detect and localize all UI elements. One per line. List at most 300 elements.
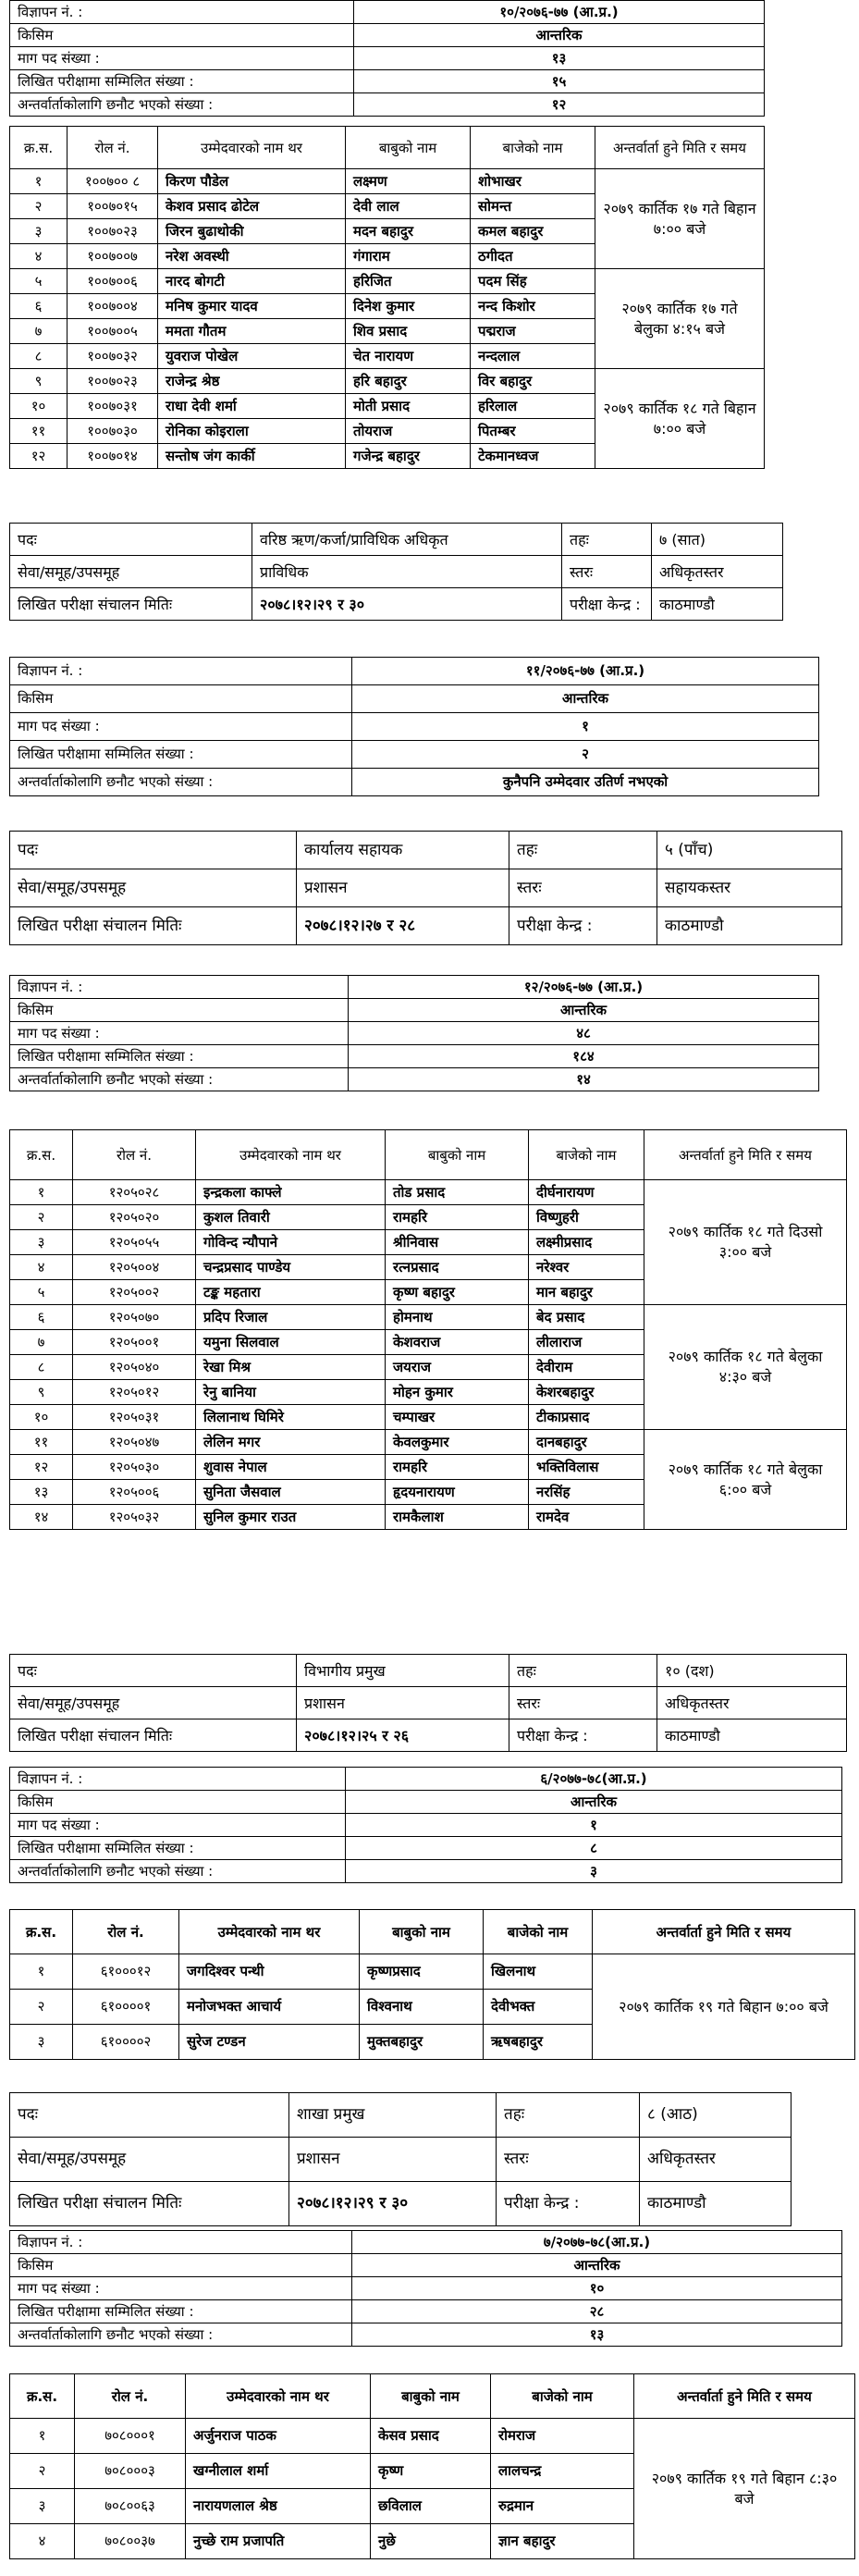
candidate-name-cell: रेखा मिश्र	[196, 1355, 386, 1380]
roll-cell: १२०५००६	[73, 1480, 196, 1505]
post-details-table	[9, 1654, 847, 1752]
demand-label: माग पद संख्या :	[10, 47, 354, 70]
sn-cell: ८	[10, 344, 67, 369]
roll-header: रोल नं.	[73, 1910, 179, 1954]
candidate-name-cell: सन्तोष जंग कार्की	[158, 444, 346, 469]
candidate-name-cell: राजेन्द्र श्रेष्ठ	[158, 369, 346, 394]
grandfather-name-cell: दानबहादुर	[529, 1430, 644, 1455]
grandfather-name-cell: टीकाप्रसाद	[529, 1405, 644, 1430]
exam-center-label: परीक्षा केन्द्र :	[509, 907, 657, 945]
father-name-cell: कृष्ण	[371, 2454, 491, 2489]
exam-center-label: परीक्षा केन्द्र :	[562, 588, 652, 621]
sn-cell: ८	[10, 1355, 73, 1380]
shortlisted-value: १३	[352, 2323, 842, 2347]
written-value: ८	[346, 1837, 842, 1860]
candidate-name-cell: चन्द्रप्रसाद पाण्डेय	[196, 1255, 386, 1280]
grandfather-name-cell: देवीराम	[529, 1355, 644, 1380]
sn-cell: १	[10, 1954, 73, 1990]
post-details-table	[9, 2092, 792, 2226]
class-label: स्तरः	[509, 1687, 657, 1719]
roll-cell: ७०८०००१	[75, 2419, 186, 2454]
post-value: विभागीय प्रमुख	[297, 1655, 509, 1687]
ad-info-table	[9, 0, 765, 117]
father-name-cell: चम्पाखर	[386, 1405, 529, 1430]
grandfather-name-cell: खिलनाथ	[484, 1954, 593, 1990]
sn-cell: ३	[10, 2025, 73, 2060]
candidate-name-cell: सुनिल कुमार राउत	[196, 1505, 386, 1530]
ad-no-row	[10, 976, 819, 999]
roll-cell: १००७००४	[67, 294, 158, 319]
grandfather-name-cell: रुद्रमान	[491, 2489, 634, 2524]
sn-header: क्र.स.	[10, 127, 67, 169]
candidate-name-cell: लेलिन मगर	[196, 1430, 386, 1455]
grandfather-name-cell: मान बहादुर	[529, 1280, 644, 1305]
roll-cell: १००७०१४	[67, 444, 158, 469]
grandfather-name-cell: टेकमानध्वज	[471, 444, 595, 469]
shortlisted-value: १४	[349, 1068, 819, 1091]
exam-row	[10, 2182, 792, 2226]
candidate-name-cell: केशव प्रसाद ढोटेल	[158, 194, 346, 219]
level-label: तहः	[509, 832, 657, 869]
grandfather-header: बाजेको नाम	[491, 2374, 634, 2419]
demand-value: १०	[352, 2277, 842, 2300]
candidate-header-row	[10, 2374, 855, 2419]
post-row	[10, 832, 842, 869]
type-label: किसिम	[10, 1791, 346, 1814]
ad-no-value: १०/२०७६-७७ (आ.प्र.)	[354, 1, 765, 24]
roll-cell: १००७००५	[67, 319, 158, 344]
ad-no-label: विज्ञापन नं. :	[10, 976, 349, 999]
candidate-name-cell: सुनिता जैसवाल	[196, 1480, 386, 1505]
candidate-name-cell: नारायणलाल श्रेष्ठ	[186, 2489, 371, 2524]
father-name-cell: नुछे	[371, 2524, 491, 2559]
sn-cell: १३	[10, 1480, 73, 1505]
post-row	[10, 2093, 792, 2138]
interview-header: अन्तर्वार्ता हुने मिति र समय	[593, 1910, 855, 1954]
class-label: स्तरः	[562, 556, 652, 588]
type-value: आन्तरिक	[352, 685, 819, 713]
exam-row	[10, 907, 842, 945]
sn-cell: १२	[10, 444, 67, 469]
post-label: पदः	[10, 524, 252, 556]
roll-header: रोल नं.	[67, 127, 158, 169]
exam-date-value: २०७८।१२।२९ र ३०	[289, 2182, 497, 2226]
service-value: प्रशासन	[297, 1687, 509, 1719]
type-row	[10, 1791, 842, 1814]
candidate-name-cell: युवराज पोखेल	[158, 344, 346, 369]
candidate-name-cell: रोनिका कोइराला	[158, 419, 346, 444]
roll-cell: १००७०३२	[67, 344, 158, 369]
written-row	[10, 70, 765, 93]
shortlisted-row	[10, 2323, 842, 2347]
exam-date-value: २०७८।१२।२५ र २६	[297, 1719, 509, 1752]
interview-slot-cell: २०७९ कार्तिक १९ गते बिहान ८:३० बजे	[634, 2419, 855, 2559]
class-label: स्तरः	[497, 2138, 640, 2182]
candidate-name-cell: ममता गौतम	[158, 319, 346, 344]
ad-no-row	[10, 2231, 842, 2254]
father-name-cell: मोहन कुमार	[386, 1380, 529, 1405]
demand-value: १	[352, 713, 819, 741]
candidate-header-row	[10, 1910, 855, 1954]
type-value: आन्तरिक	[346, 1791, 842, 1814]
shortlisted-value: ३	[346, 1860, 842, 1883]
roll-cell: १२०५०२०	[73, 1205, 196, 1230]
father-name-cell: होमनाथ	[386, 1305, 529, 1330]
father-name-cell: रामकैलाश	[386, 1505, 529, 1530]
level-label: तहः	[497, 2093, 640, 2138]
written-label: लिखित परीक्षामा सम्मिलित संख्या :	[10, 1045, 349, 1068]
interview-slot-cell: २०७९ कार्तिक १९ गते बिहान ७:०० बजे	[593, 1954, 855, 2060]
roll-cell: ७०८००६३	[75, 2489, 186, 2524]
type-label: किसिम	[10, 2254, 352, 2277]
interview-header: अन्तर्वार्ता हुने मिति र समय	[644, 1130, 847, 1180]
father-header: बाबुको नाम	[346, 127, 471, 169]
sn-header: क्र.स.	[10, 1130, 73, 1180]
candidate-name-cell: गोविन्द न्यौपाने	[196, 1230, 386, 1255]
sn-cell: ९	[10, 369, 67, 394]
sn-cell: ४	[10, 1255, 73, 1280]
class-value: अधिकृतस्तर	[640, 2138, 792, 2182]
post-details-table	[9, 523, 783, 621]
roll-cell: १२०५०४०	[73, 1355, 196, 1380]
name-header: उम्मेदवारको नाम थर	[179, 1910, 360, 1954]
grandfather-name-cell: सोमन्त	[471, 194, 595, 219]
name-header: उम्मेदवारको नाम थर	[186, 2374, 371, 2419]
ad-no-value: १२/२०७६-७७ (आ.प्र.)	[349, 976, 819, 999]
post-label: पदः	[10, 832, 297, 869]
demand-label: माग पद संख्या :	[10, 2277, 352, 2300]
table-row	[10, 1430, 847, 1455]
candidate-name-cell: लिलानाथ घिमिरे	[196, 1405, 386, 1430]
roll-cell: ६१००००२	[73, 2025, 179, 2060]
interview-header: अन्तर्वार्ता हुने मिति र समय	[634, 2374, 855, 2419]
father-name-cell: केसव प्रसाद	[371, 2419, 491, 2454]
roll-cell: १००७०० ८	[67, 169, 158, 194]
father-name-cell: शिव प्रसाद	[346, 319, 471, 344]
father-name-cell: मदन बहादुर	[346, 219, 471, 244]
roll-cell: १२०५०१२	[73, 1380, 196, 1405]
candidate-name-cell: किरण पौडेल	[158, 169, 346, 194]
candidate-table	[9, 2373, 855, 2559]
shortlisted-row	[10, 1068, 819, 1091]
grandfather-name-cell: हरिलाल	[471, 394, 595, 419]
sn-cell: ७	[10, 1330, 73, 1355]
service-value: प्राविधिक	[252, 556, 562, 588]
sn-cell: २	[10, 1990, 73, 2025]
shortlisted-row	[10, 93, 765, 117]
demand-value: १	[346, 1814, 842, 1837]
ad-no-label: विज्ञापन नं. :	[10, 1768, 346, 1791]
service-label: सेवा/समूह/उपसमूह	[10, 869, 297, 907]
grandfather-header: बाजेको नाम	[471, 127, 595, 169]
shortlisted-label: अन्तर्वार्ताकोलागि छनौट भएको संख्या :	[10, 1860, 346, 1883]
sn-cell: ४	[10, 244, 67, 269]
service-value: प्रशासन	[289, 2138, 497, 2182]
roll-cell: १००७०२३	[67, 219, 158, 244]
type-row	[10, 685, 819, 713]
father-name-cell: श्रीनिवास	[386, 1230, 529, 1255]
grandfather-name-cell: देवीभक्त	[484, 1990, 593, 2025]
roll-cell: १२०५०४७	[73, 1430, 196, 1455]
ad-info-table	[9, 657, 819, 796]
sn-cell: १	[10, 169, 67, 194]
service-row	[10, 556, 783, 588]
roll-cell: १२०५००१	[73, 1330, 196, 1355]
candidate-name-cell: जगदिश्वर पन्थी	[179, 1954, 360, 1990]
candidate-table	[9, 1909, 855, 2060]
ad-no-value: ११/२०७६-७७ (आ.प्र.)	[352, 658, 819, 685]
shortlisted-label: अन्तर्वार्ताकोलागि छनौट भएको संख्या :	[10, 93, 354, 117]
sn-cell: ११	[10, 419, 67, 444]
ad-info-table	[9, 2230, 842, 2347]
grandfather-name-cell: बेद प्रसाद	[529, 1305, 644, 1330]
service-label: सेवा/समूह/उपसमूह	[10, 556, 252, 588]
grandfather-name-cell: केशरबहादुर	[529, 1380, 644, 1405]
written-label: लिखित परीक्षामा सम्मिलित संख्या :	[10, 70, 354, 93]
father-name-cell: दिनेश कुमार	[346, 294, 471, 319]
demand-row	[10, 47, 765, 70]
grandfather-name-cell: रामदेव	[529, 1505, 644, 1530]
grandfather-name-cell: ऋषबहादुर	[484, 2025, 593, 2060]
ad-no-value: ७/२०७७-७८(आ.प्र.)	[352, 2231, 842, 2254]
demand-value: १३	[354, 47, 765, 70]
father-name-cell: गंगाराम	[346, 244, 471, 269]
table-row	[10, 369, 765, 394]
father-header: बाबुको नाम	[386, 1130, 529, 1180]
sn-cell: ४	[10, 2524, 75, 2559]
demand-label: माग पद संख्या :	[10, 1814, 346, 1837]
ad-no-row	[10, 1768, 842, 1791]
written-row	[10, 741, 819, 769]
post-value: वरिष्ठ ऋण/कर्जा/प्राविधिक अधिकृत	[252, 524, 562, 556]
sn-cell: ३	[10, 1230, 73, 1255]
exam-row	[10, 1719, 847, 1752]
candidate-name-cell: रेनु बानिया	[196, 1380, 386, 1405]
roll-cell: १००७०१५	[67, 194, 158, 219]
roll-header: रोल नं.	[73, 1130, 196, 1180]
sn-cell: २	[10, 2454, 75, 2489]
roll-cell: १२०५०३२	[73, 1505, 196, 1530]
candidate-header-row	[10, 1130, 847, 1180]
post-details-table	[9, 831, 842, 945]
grandfather-name-cell: ठगीदत	[471, 244, 595, 269]
demand-label: माग पद संख्या :	[10, 1022, 349, 1045]
type-label: किसिम	[10, 685, 352, 713]
sn-cell: २	[10, 194, 67, 219]
written-value: २	[352, 741, 819, 769]
roll-cell: १००७०३१	[67, 394, 158, 419]
shortlisted-label: अन्तर्वार्ताकोलागि छनौट भएको संख्या :	[10, 2323, 352, 2347]
father-name-cell: रामहरि	[386, 1455, 529, 1480]
sn-cell: ५	[10, 269, 67, 294]
roll-cell: १२०५०७०	[73, 1305, 196, 1330]
candidate-name-cell: नुच्छे राम प्रजापति	[186, 2524, 371, 2559]
candidate-name-cell: कुशल तिवारी	[196, 1205, 386, 1230]
demand-value: ४८	[349, 1022, 819, 1045]
ad-info-table	[9, 1767, 842, 1883]
exam-center-label: परीक्षा केन्द्र :	[497, 2182, 640, 2226]
written-value: १८४	[349, 1045, 819, 1068]
roll-cell: १००७०२३	[67, 369, 158, 394]
roll-cell: १००७०३०	[67, 419, 158, 444]
father-name-cell: हरि बहादुर	[346, 369, 471, 394]
father-name-cell: चेत नारायण	[346, 344, 471, 369]
type-value: आन्तरिक	[354, 24, 765, 47]
interview-slot-cell: २०७९ कार्तिक १८ गते बिहान ७:०० बजे	[595, 369, 765, 469]
demand-row	[10, 713, 819, 741]
written-value: १५	[354, 70, 765, 93]
table-row	[10, 1180, 847, 1205]
sn-cell: ३	[10, 2489, 75, 2524]
table-row	[10, 1954, 855, 1990]
roll-cell: १२०५००२	[73, 1280, 196, 1305]
ad-info-table	[9, 975, 819, 1091]
father-name-cell: हृदयनारायण	[386, 1480, 529, 1505]
post-value: शाखा प्रमुख	[289, 2093, 497, 2138]
candidate-name-cell: मनोजभक्त आचार्य	[179, 1990, 360, 2025]
type-label: किसिम	[10, 999, 349, 1022]
sn-cell: ६	[10, 1305, 73, 1330]
candidate-name-cell: राधा देवी शर्मा	[158, 394, 346, 419]
demand-row	[10, 1022, 819, 1045]
ad-no-label: विज्ञापन नं. :	[10, 1, 354, 24]
type-row	[10, 24, 765, 47]
candidate-name-cell: नारद बोगटी	[158, 269, 346, 294]
class-value: अधिकृतस्तर	[652, 556, 783, 588]
level-value: ५ (पाँच)	[657, 832, 842, 869]
candidate-name-cell: मनिष कुमार यादव	[158, 294, 346, 319]
type-value: आन्तरिक	[349, 999, 819, 1022]
roll-cell: ७०८०००३	[75, 2454, 186, 2489]
roll-cell: १००७००६	[67, 269, 158, 294]
exam-date-label: लिखित परीक्षा संचालन मितिः	[10, 2182, 289, 2226]
father-name-cell: तोड प्रसाद	[386, 1180, 529, 1205]
exam-center-label: परीक्षा केन्द्र :	[509, 1719, 657, 1752]
exam-date-label: लिखित परीक्षा संचालन मितिः	[10, 907, 297, 945]
ad-no-label: विज्ञापन नं. :	[10, 2231, 352, 2254]
post-value: कार्यालय सहायक	[297, 832, 509, 869]
roll-cell: १२०५०५५	[73, 1230, 196, 1255]
service-label: सेवा/समूह/उपसमूह	[10, 2138, 289, 2182]
candidate-name-cell: टङ्क महतारा	[196, 1280, 386, 1305]
candidate-name-cell: शुवास नेपाल	[196, 1455, 386, 1480]
grandfather-name-cell: विष्णुहरी	[529, 1205, 644, 1230]
father-header: बाबुको नाम	[360, 1910, 484, 1954]
sn-cell: ९	[10, 1380, 73, 1405]
grandfather-name-cell: लक्ष्मीप्रसाद	[529, 1230, 644, 1255]
candidate-name-cell: अर्जुनराज पाठक	[186, 2419, 371, 2454]
sn-cell: ६	[10, 294, 67, 319]
candidate-table	[9, 1129, 847, 1530]
grandfather-name-cell: दीर्घनारायण	[529, 1180, 644, 1205]
shortlisted-value: १२	[354, 93, 765, 117]
interview-slot-cell: २०७९ कार्तिक १७ गते बेलुका ४:१५ बजे	[595, 269, 765, 369]
sn-cell: २	[10, 1205, 73, 1230]
class-value: सहायकस्तर	[657, 869, 842, 907]
sn-cell: ७	[10, 319, 67, 344]
grandfather-name-cell: ज्ञान बहादुर	[491, 2524, 634, 2559]
shortlisted-label: अन्तर्वार्ताकोलागि छनौट भएको संख्या :	[10, 1068, 349, 1091]
father-name-cell: केवलकुमार	[386, 1430, 529, 1455]
father-name-cell: तोयराज	[346, 419, 471, 444]
father-name-cell: हरिजित	[346, 269, 471, 294]
candidate-name-cell: प्रदिप रिजाल	[196, 1305, 386, 1330]
grandfather-name-cell: पद्मराज	[471, 319, 595, 344]
candidate-name-cell: यमुना सिलवाल	[196, 1330, 386, 1355]
exam-date-label: लिखित परीक्षा संचालन मितिः	[10, 1719, 297, 1752]
class-label: स्तरः	[509, 869, 657, 907]
exam-center-value: काठमाण्डौ	[657, 1719, 847, 1752]
candidate-table	[9, 126, 765, 469]
sn-cell: १४	[10, 1505, 73, 1530]
service-row	[10, 869, 842, 907]
written-value: २८	[352, 2300, 842, 2323]
grandfather-header: बाजेको नाम	[529, 1130, 644, 1180]
written-label: लिखित परीक्षामा सम्मिलित संख्या :	[10, 1837, 346, 1860]
ad-no-label: विज्ञापन नं. :	[10, 658, 352, 685]
table-row	[10, 269, 765, 294]
candidate-name-cell: सुरेज टण्डन	[179, 2025, 360, 2060]
roll-header: रोल नं.	[75, 2374, 186, 2419]
ad-no-value: ६/२०७७-७८(आ.प्र.)	[346, 1768, 842, 1791]
table-row	[10, 1305, 847, 1330]
written-label: लिखित परीक्षामा सम्मिलित संख्या :	[10, 741, 352, 769]
sn-cell: १०	[10, 394, 67, 419]
exam-center-value: काठमाण्डौ	[640, 2182, 792, 2226]
shortlisted-row	[10, 1860, 842, 1883]
type-row	[10, 999, 819, 1022]
roll-cell: १२०५०३१	[73, 1405, 196, 1430]
sn-header: क्र.स.	[10, 1910, 73, 1954]
father-name-cell: केशवराज	[386, 1330, 529, 1355]
roll-cell: ७०८००३७	[75, 2524, 186, 2559]
level-label: तहः	[562, 524, 652, 556]
interview-header: अन्तर्वार्ता हुने मिति र समय	[595, 127, 765, 169]
roll-cell: १००७००७	[67, 244, 158, 269]
service-label: सेवा/समूह/उपसमूह	[10, 1687, 297, 1719]
name-header: उम्मेदवारको नाम थर	[158, 127, 346, 169]
type-value: आन्तरिक	[352, 2254, 842, 2277]
service-row	[10, 2138, 792, 2182]
grandfather-name-cell: लीलाराज	[529, 1330, 644, 1355]
exam-date-value: २०७८।१२।२७ र २८	[297, 907, 509, 945]
father-name-cell: कृष्णप्रसाद	[360, 1954, 484, 1990]
table-row	[10, 169, 765, 194]
father-name-cell: मोती प्रसाद	[346, 394, 471, 419]
sn-cell: ५	[10, 1280, 73, 1305]
level-label: तहः	[509, 1655, 657, 1687]
father-name-cell: विश्वनाथ	[360, 1990, 484, 2025]
roll-cell: ६१०००१२	[73, 1954, 179, 1990]
sn-cell: ११	[10, 1430, 73, 1455]
service-value: प्रशासन	[297, 869, 509, 907]
candidate-name-cell: खग्नीलाल शर्मा	[186, 2454, 371, 2489]
father-name-cell: लक्ष्मण	[346, 169, 471, 194]
post-row	[10, 524, 783, 556]
grandfather-name-cell: नन्दलाल	[471, 344, 595, 369]
shortlisted-value: कुनैपनि उम्मेदवार उतिर्ण नभएको	[352, 769, 819, 796]
father-name-cell: देवी लाल	[346, 194, 471, 219]
grandfather-name-cell: कमल बहादुर	[471, 219, 595, 244]
grandfather-name-cell: भक्तिविलास	[529, 1455, 644, 1480]
interview-slot-cell: २०७९ कार्तिक १८ गते दिउसो ३:०० बजे	[644, 1180, 847, 1305]
sn-cell: १	[10, 1180, 73, 1205]
written-label: लिखित परीक्षामा सम्मिलित संख्या :	[10, 2300, 352, 2323]
service-row	[10, 1687, 847, 1719]
sn-cell: १२	[10, 1455, 73, 1480]
father-name-cell: कृष्ण बहादुर	[386, 1280, 529, 1305]
candidate-header-row	[10, 127, 765, 169]
